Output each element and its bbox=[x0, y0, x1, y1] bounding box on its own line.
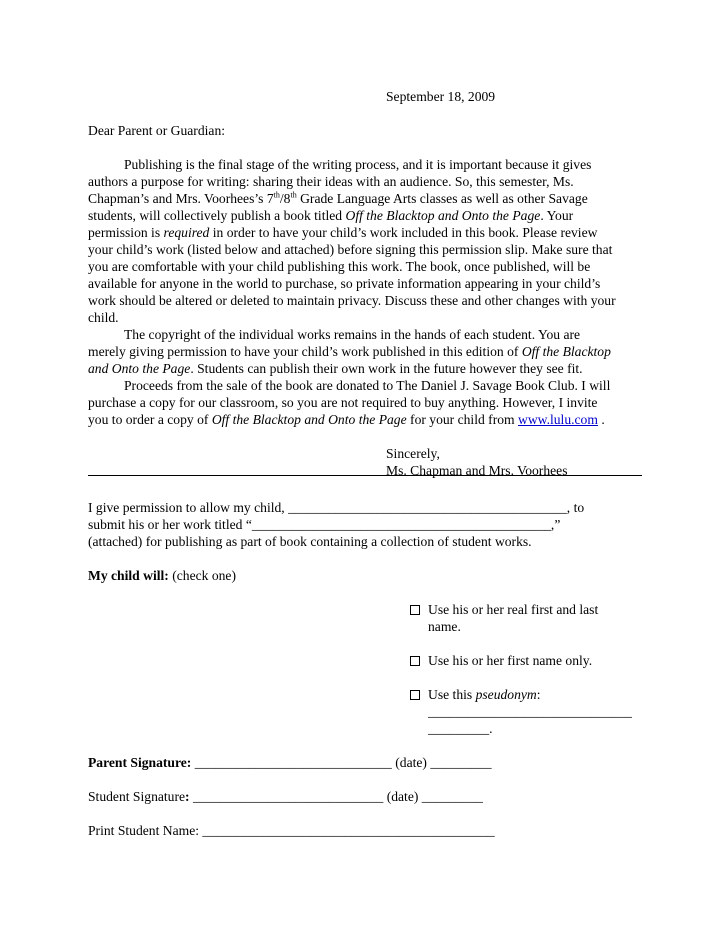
text-run: (check one) bbox=[168, 568, 236, 583]
text-run: _____________________________ (date) _________ bbox=[191, 755, 492, 770]
pseudonym-blank[interactable]: _________. bbox=[428, 721, 493, 736]
superscript: th bbox=[273, 190, 280, 200]
paragraph-line bbox=[88, 360, 583, 377]
checkbox-icon[interactable] bbox=[410, 656, 420, 666]
child-will-heading bbox=[88, 567, 236, 584]
text-run: students, will collectively publish a book titled bbox=[88, 208, 346, 223]
bold-label: My child will: bbox=[88, 568, 169, 583]
text-run: you to order a copy of bbox=[88, 412, 212, 427]
superscript: th bbox=[290, 190, 297, 200]
paragraph-line: The copyright of the individual works remains in the hands of each student. You are bbox=[124, 327, 581, 342]
closing: Sincerely, bbox=[386, 446, 440, 461]
checkbox-icon[interactable] bbox=[410, 690, 420, 700]
paragraph-line: Proceeds from the sale of the book are donated to The Daniel J. Savage Book Club. I will bbox=[124, 378, 611, 393]
paragraph-line bbox=[88, 343, 611, 360]
paragraph-line bbox=[88, 224, 597, 241]
signers: Ms. Chapman and Mrs. Voorhees bbox=[386, 463, 568, 478]
pseudonym-blank[interactable]: ______________________________ bbox=[428, 704, 632, 719]
paragraph-line: child. bbox=[88, 310, 119, 325]
letter-date: September 18, 2009 bbox=[386, 89, 496, 104]
option-pseudonym[interactable] bbox=[410, 686, 541, 703]
paragraph-line: Publishing is the final stage of the writing process, and it is important because it gives bbox=[124, 157, 592, 172]
text-run: . Your bbox=[540, 208, 574, 223]
option-label: Use this bbox=[428, 687, 476, 702]
greeting: Dear Parent or Guardian: bbox=[88, 123, 226, 138]
book-title: Off the Blacktop and Onto the Page bbox=[345, 208, 541, 223]
book-title: Off the Blacktop bbox=[521, 344, 611, 359]
form-line: I give permission to allow my child, _________________________________________, to bbox=[88, 500, 585, 515]
paragraph-line: you are comfortable with your child publishing this work. The book, once published, will be bbox=[88, 259, 591, 274]
emphasis: required bbox=[163, 225, 210, 240]
paragraph-line: purchase a copy for our classroom, so you are not required to buy anything. However, I invite bbox=[88, 395, 598, 410]
form-line: (attached) for publishing as part of book containing a collection of student works. bbox=[88, 534, 532, 549]
text-run: ____________________________ (date) _________ bbox=[189, 789, 483, 804]
paragraph-line: your child’s work (listed below and attached) before signing this permission slip. Make sure that bbox=[88, 242, 613, 257]
text-run: : bbox=[536, 687, 541, 702]
bold-colon: : bbox=[185, 789, 190, 804]
paragraph-line bbox=[88, 411, 605, 428]
text-run: Student Signature bbox=[88, 789, 186, 804]
student-signature-line[interactable] bbox=[88, 788, 483, 805]
emphasis: pseudonym bbox=[475, 687, 537, 702]
text-run: in order to have your child’s work included in this book. Please review bbox=[209, 225, 598, 240]
parent-signature-line[interactable] bbox=[88, 754, 492, 771]
book-title: Off the Blacktop and Onto the Page bbox=[211, 412, 407, 427]
lulu-link[interactable]: www.lulu.com bbox=[518, 412, 598, 427]
text-run: . Students can publish their own work in the future however they see fit. bbox=[190, 361, 583, 376]
divider-line bbox=[88, 475, 642, 476]
paragraph-line: available for anyone in the world to purchase, so private information appearing in your child’s bbox=[88, 276, 601, 291]
option-label-cont: name. bbox=[428, 619, 461, 634]
paragraph-line: authors a purpose for writing: sharing their ideas with an audience. So, this semester, Ms. bbox=[88, 174, 574, 189]
option-first-name[interactable] bbox=[410, 652, 592, 669]
paragraph-line bbox=[88, 207, 573, 224]
text-run: for your child from bbox=[406, 412, 519, 427]
option-label: Use his or her first name only. bbox=[428, 653, 593, 668]
bold-label: Parent Signature: bbox=[88, 755, 192, 770]
text-run: Chapman’s and Mrs. Voorhees’s 7 bbox=[88, 191, 274, 206]
book-title: and Onto the Page bbox=[88, 361, 191, 376]
text-run: merely giving permission to have your child’s work published in this edition of bbox=[88, 344, 522, 359]
option-label: Use his or her real first and last bbox=[428, 602, 599, 617]
text-run: /8 bbox=[279, 191, 291, 206]
option-real-name[interactable] bbox=[410, 601, 598, 618]
text-run: permission is bbox=[88, 225, 164, 240]
paragraph-line: work should be altered or deleted to maintain privacy. Discuss these and other changes with your bbox=[88, 293, 616, 308]
paragraph-line bbox=[88, 190, 588, 207]
checkbox-icon[interactable] bbox=[410, 605, 420, 615]
text-run: . bbox=[597, 412, 605, 427]
print-student-name-line[interactable]: Print Student Name: ___________________________________________ bbox=[88, 823, 495, 838]
text-run: Grade Language Arts classes as well as other Savage bbox=[296, 191, 588, 206]
form-line: submit his or her work titled “____________________________________________,” bbox=[88, 517, 561, 532]
